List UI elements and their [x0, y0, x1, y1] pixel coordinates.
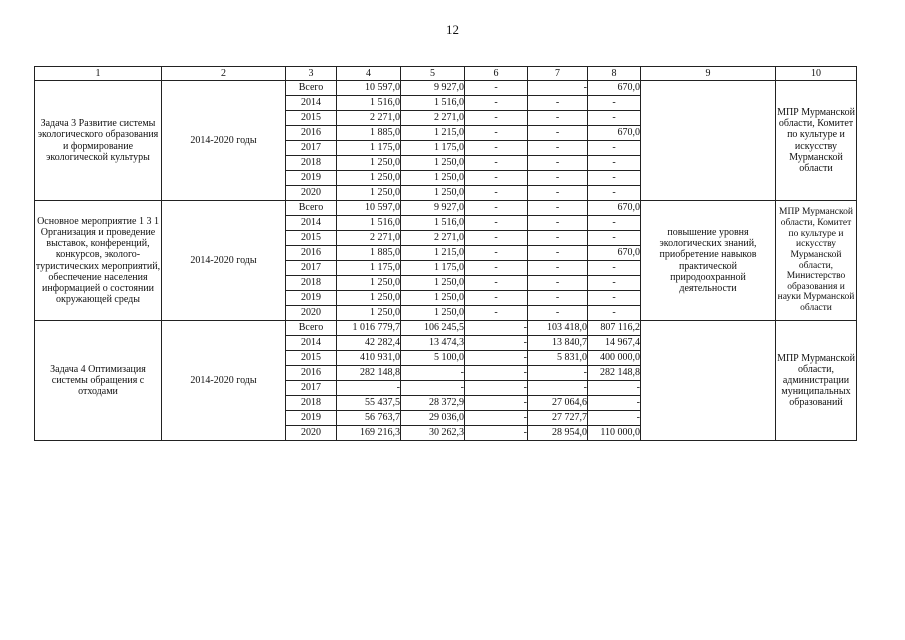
local-budget-cell: - [528, 366, 588, 381]
page-number: 12 [446, 22, 459, 37]
local-budget-cell: - [528, 201, 588, 216]
other-sources-cell: - [588, 306, 641, 321]
year-cell: 2016 [286, 246, 337, 261]
local-budget-cell: - [528, 141, 588, 156]
regional-budget-cell: 1 250,0 [401, 291, 465, 306]
federal-budget-cell: - [465, 126, 528, 141]
local-budget-cell: - [528, 171, 588, 186]
regional-budget-cell: 2 271,0 [401, 231, 465, 246]
federal-budget-cell: - [465, 396, 528, 411]
other-sources-cell: - [588, 291, 641, 306]
header-col-5: 5 [401, 67, 465, 81]
other-sources-cell: 282 148,8 [588, 366, 641, 381]
regional-budget-cell: 28 372,9 [401, 396, 465, 411]
regional-budget-cell: 9 927,0 [401, 201, 465, 216]
regional-budget-cell: 30 262,3 [401, 426, 465, 441]
total-cell: 1 175,0 [337, 261, 401, 276]
regional-budget-cell: - [401, 381, 465, 396]
local-budget-cell: - [528, 186, 588, 201]
year-cell: 2015 [286, 351, 337, 366]
header-col-7: 7 [528, 67, 588, 81]
total-cell: 169 216,3 [337, 426, 401, 441]
total-cell: 1 250,0 [337, 186, 401, 201]
regional-budget-cell: 106 245,5 [401, 321, 465, 336]
local-budget-cell: - [528, 261, 588, 276]
local-budget-cell: 27 064,6 [528, 396, 588, 411]
year-cell: 2018 [286, 276, 337, 291]
regional-budget-cell: 1 215,0 [401, 246, 465, 261]
year-cell: 2020 [286, 306, 337, 321]
header-col-10: 10 [776, 67, 857, 81]
federal-budget-cell: - [465, 186, 528, 201]
other-sources-cell: 14 967,4 [588, 336, 641, 351]
federal-budget-cell: - [465, 171, 528, 186]
total-cell: 1 516,0 [337, 216, 401, 231]
federal-budget-cell: - [465, 336, 528, 351]
regional-budget-cell: 1 175,0 [401, 261, 465, 276]
local-budget-cell: 27 727,7 [528, 411, 588, 426]
total-cell: 1 250,0 [337, 276, 401, 291]
section-description: Задача 3 Развитие системы экологического образования и формирование экологической культуры [35, 81, 162, 201]
year-cell: 2020 [286, 186, 337, 201]
regional-budget-cell: 1 250,0 [401, 156, 465, 171]
federal-budget-cell: - [465, 351, 528, 366]
total-cell: 410 931,0 [337, 351, 401, 366]
federal-budget-cell: - [465, 141, 528, 156]
year-cell: 2014 [286, 96, 337, 111]
section-task-3 [35, 81, 857, 201]
other-sources-cell: - [588, 411, 641, 426]
local-budget-cell: - [528, 276, 588, 291]
section-result [641, 321, 776, 441]
header-row [35, 67, 857, 81]
total-cell: 2 271,0 [337, 111, 401, 126]
header-col-1: 1 [35, 67, 162, 81]
section-executor: МПР Мурманской области, Комитет по культуре и искусству Мурманской области, Министерство образования и науки Мурманской области [776, 201, 857, 321]
local-budget-cell: 13 840,7 [528, 336, 588, 351]
federal-budget-cell: - [465, 366, 528, 381]
local-budget-cell: - [528, 126, 588, 141]
federal-budget-cell: - [465, 81, 528, 96]
federal-budget-cell: - [465, 111, 528, 126]
other-sources-cell: 670,0 [588, 201, 641, 216]
other-sources-cell: - [588, 381, 641, 396]
regional-budget-cell: 2 271,0 [401, 111, 465, 126]
year-cell: 2014 [286, 336, 337, 351]
year-cell: 2017 [286, 261, 337, 276]
total-cell: 1 516,0 [337, 96, 401, 111]
total-cell: 1 175,0 [337, 141, 401, 156]
year-cell: 2016 [286, 366, 337, 381]
year-cell: 2017 [286, 381, 337, 396]
table-row [35, 81, 857, 96]
federal-budget-cell: - [465, 321, 528, 336]
section-years: 2014-2020 годы [162, 201, 286, 321]
other-sources-cell: - [588, 231, 641, 246]
other-sources-cell: 110 000,0 [588, 426, 641, 441]
local-budget-cell: - [528, 306, 588, 321]
header-col-4: 4 [337, 67, 401, 81]
budget-table [34, 66, 857, 441]
local-budget-cell: - [528, 381, 588, 396]
year-cell: 2015 [286, 111, 337, 126]
total-cell: 1 885,0 [337, 126, 401, 141]
total-cell: 42 282,4 [337, 336, 401, 351]
regional-budget-cell: 1 175,0 [401, 141, 465, 156]
total-cell: 282 148,8 [337, 366, 401, 381]
year-cell: 2016 [286, 126, 337, 141]
header-col-3: 3 [286, 67, 337, 81]
year-cell: Всего [286, 201, 337, 216]
other-sources-cell: - [588, 396, 641, 411]
local-budget-cell: - [528, 111, 588, 126]
total-cell: 55 437,5 [337, 396, 401, 411]
federal-budget-cell: - [465, 246, 528, 261]
regional-budget-cell: 13 474,3 [401, 336, 465, 351]
local-budget-cell: - [528, 291, 588, 306]
other-sources-cell: - [588, 186, 641, 201]
local-budget-cell: 28 954,0 [528, 426, 588, 441]
other-sources-cell: - [588, 111, 641, 126]
federal-budget-cell: - [465, 96, 528, 111]
total-cell: 1 016 779,7 [337, 321, 401, 336]
total-cell: 10 597,0 [337, 81, 401, 96]
year-cell: 2019 [286, 291, 337, 306]
federal-budget-cell: - [465, 426, 528, 441]
total-cell: 1 250,0 [337, 156, 401, 171]
section-result [641, 81, 776, 201]
other-sources-cell: 400 000,0 [588, 351, 641, 366]
regional-budget-cell: 1 516,0 [401, 96, 465, 111]
federal-budget-cell: - [465, 306, 528, 321]
regional-budget-cell: 9 927,0 [401, 81, 465, 96]
other-sources-cell: 670,0 [588, 81, 641, 96]
section-executor: МПР Мурманской области, Комитет по культуре и искусству Мурманской области [776, 81, 857, 201]
local-budget-cell: 5 831,0 [528, 351, 588, 366]
federal-budget-cell: - [465, 261, 528, 276]
regional-budget-cell: 1 250,0 [401, 306, 465, 321]
other-sources-cell: - [588, 171, 641, 186]
local-budget-cell: - [528, 81, 588, 96]
other-sources-cell: 670,0 [588, 126, 641, 141]
year-cell: 2017 [286, 141, 337, 156]
year-cell: 2014 [286, 216, 337, 231]
year-cell: 2015 [286, 231, 337, 246]
table-row [35, 201, 857, 216]
total-cell: 10 597,0 [337, 201, 401, 216]
local-budget-cell: - [528, 156, 588, 171]
section-task-4 [35, 321, 857, 441]
year-cell: 2019 [286, 171, 337, 186]
section-description: Задача 4 Оптимизация системы обращения с отходами [35, 321, 162, 441]
section-result: повышение уровня экологических знаний, приобретение навыков практической природоохранной деятельности [641, 201, 776, 321]
header-col-8: 8 [588, 67, 641, 81]
federal-budget-cell: - [465, 276, 528, 291]
regional-budget-cell: 1 516,0 [401, 216, 465, 231]
total-cell: 2 271,0 [337, 231, 401, 246]
section-description: Основное мероприятие 1 3 1 Организация и проведение выставок, конференций, конкурсов, эколого-туристических мероприятий, обеспечение населения информацией о состоянии окружающей среды [35, 201, 162, 321]
header-col-9: 9 [641, 67, 776, 81]
federal-budget-cell: - [465, 231, 528, 246]
total-cell: 1 250,0 [337, 291, 401, 306]
local-budget-cell: 103 418,0 [528, 321, 588, 336]
section-years: 2014-2020 годы [162, 321, 286, 441]
regional-budget-cell: 5 100,0 [401, 351, 465, 366]
regional-budget-cell: 1 250,0 [401, 171, 465, 186]
other-sources-cell: - [588, 156, 641, 171]
federal-budget-cell: - [465, 216, 528, 231]
regional-budget-cell: 1 215,0 [401, 126, 465, 141]
other-sources-cell: 670,0 [588, 246, 641, 261]
total-cell: 1 250,0 [337, 171, 401, 186]
other-sources-cell: - [588, 141, 641, 156]
section-activity-1-3-1 [35, 201, 857, 321]
other-sources-cell: 807 116,2 [588, 321, 641, 336]
regional-budget-cell: 29 036,0 [401, 411, 465, 426]
total-cell: 56 763,7 [337, 411, 401, 426]
table-row [35, 321, 857, 336]
year-cell: Всего [286, 81, 337, 96]
regional-budget-cell: - [401, 366, 465, 381]
header-col-6: 6 [465, 67, 528, 81]
year-cell: 2018 [286, 156, 337, 171]
year-cell: 2020 [286, 426, 337, 441]
section-executor: МПР Мурманской области, администрации муниципальных образований [776, 321, 857, 441]
regional-budget-cell: 1 250,0 [401, 186, 465, 201]
year-cell: Всего [286, 321, 337, 336]
header-col-2: 2 [162, 67, 286, 81]
local-budget-cell: - [528, 246, 588, 261]
other-sources-cell: - [588, 96, 641, 111]
federal-budget-cell: - [465, 291, 528, 306]
federal-budget-cell: - [465, 381, 528, 396]
local-budget-cell: - [528, 96, 588, 111]
other-sources-cell: - [588, 261, 641, 276]
other-sources-cell: - [588, 276, 641, 291]
federal-budget-cell: - [465, 201, 528, 216]
federal-budget-cell: - [465, 156, 528, 171]
year-cell: 2018 [286, 396, 337, 411]
regional-budget-cell: 1 250,0 [401, 276, 465, 291]
local-budget-cell: - [528, 216, 588, 231]
federal-budget-cell: - [465, 411, 528, 426]
other-sources-cell: - [588, 216, 641, 231]
total-cell: 1 250,0 [337, 306, 401, 321]
section-years: 2014-2020 годы [162, 81, 286, 201]
year-cell: 2019 [286, 411, 337, 426]
local-budget-cell: - [528, 231, 588, 246]
total-cell: 1 885,0 [337, 246, 401, 261]
total-cell: - [337, 381, 401, 396]
